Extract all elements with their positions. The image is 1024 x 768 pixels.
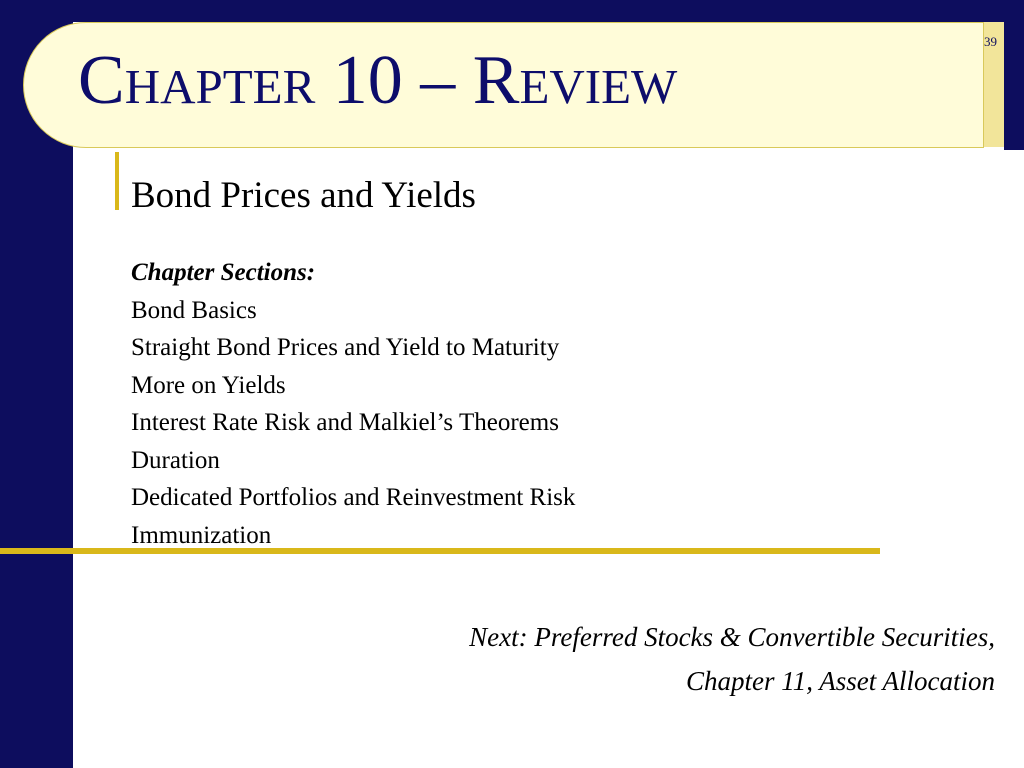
next-chapter-note xyxy=(469,615,995,703)
top-navy-band xyxy=(0,0,1024,22)
slide-number: 39 xyxy=(984,34,997,49)
section-item: Straight Bond Prices and Yield to Maturity xyxy=(131,334,560,361)
section-item: Dedicated Portfolios and Reinvestment Risk xyxy=(131,484,576,511)
next-line-2: Chapter 11, Asset Allocation xyxy=(686,666,995,696)
sections-list xyxy=(131,292,575,555)
slide-title: Chapter 10 – Review xyxy=(78,42,678,119)
section-item: Interest Rate Risk and Malkiel’s Theorems xyxy=(131,409,559,436)
right-navy-band xyxy=(1004,0,1024,150)
section-item: Immunization xyxy=(131,521,272,549)
sections-heading: Chapter Sections: xyxy=(131,259,316,286)
section-item: Duration xyxy=(131,446,220,474)
next-line-1: Next: Preferred Stocks & Convertible Securities, xyxy=(469,622,995,652)
section-item: Bond Basics xyxy=(131,296,257,324)
section-item: More on Yields xyxy=(131,371,286,399)
gold-divider xyxy=(0,548,880,554)
chapter-sections xyxy=(131,254,575,554)
slide-subtitle: Bond Prices and Yields xyxy=(131,175,476,216)
subtitle-accent-bar xyxy=(115,152,119,210)
